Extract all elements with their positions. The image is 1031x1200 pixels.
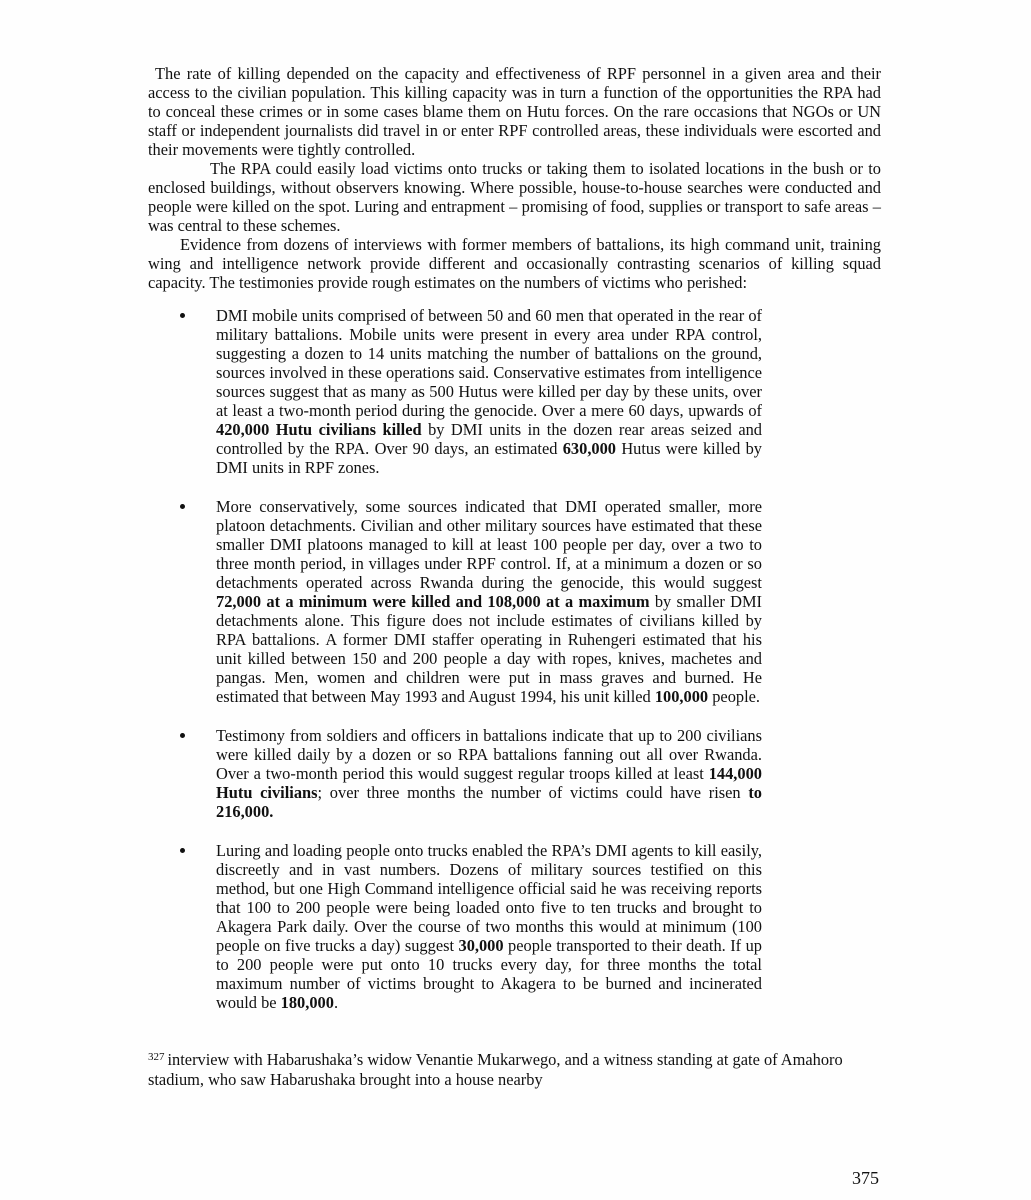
body-text <box>148 64 881 292</box>
list-item <box>176 497 762 706</box>
item-text: people. <box>708 687 761 706</box>
list-item <box>176 841 762 1012</box>
item-text: Testimony from soldiers and officers in battalions indicate that up to 200 civilians were killed daily by a dozen or so RPA battalions fanning out all over Rwanda. Over a two-month period this would suggest regular troops killed at least <box>216 726 762 783</box>
list-item <box>176 306 762 477</box>
bullet-icon <box>180 313 185 318</box>
item-text: by DMI units in the dozen rear areas seized and controlled by the RPA. Over 90 days, an estimated <box>216 420 762 458</box>
list-item <box>176 726 762 821</box>
item-text: by smaller DMI detachments alone. This figure does not include estimates of civilians killed by RPA battalions. A former DMI staffer operating in Ruhengeri estimated that his unit killed between 150 and 200 people a day with ropes, knives, machetes and pangas. Men, women and children were put in mass graves and burned. He estimated that between May 1993 and August 1994, his unit killed <box>216 592 762 706</box>
bullet-icon <box>180 848 185 853</box>
estimates-list <box>176 306 762 1012</box>
paragraph-2: The RPA could easily load victims onto trucks or taking them to isolated locations in the bush or to enclosed buildings, without observers knowing. Where possible, house-to-house searches were conducted and people were killed on the spot. Luring and entrapment – promising of food, supplies or transport to safe areas – was central to these schemes. <box>148 159 881 235</box>
footnote-number: 327 <box>148 1051 165 1063</box>
page-number: 375 <box>852 1168 879 1188</box>
item-text: Luring and loading people onto trucks enabled the RPA’s DMI agents to kill easily, discreetly and in vast numbers. Dozens of military sources testified on this method, but one High Command intelligence official said he was receiving reports that 100 to 200 people were being loaded onto five to ten trucks and brought to Akagera Park daily. Over the course of two months this would at minimum (100 people on five trucks a day) suggest <box>216 841 762 955</box>
bullet-icon <box>180 733 185 738</box>
item-bold: 144,000 Hutu civilians <box>216 764 762 802</box>
footnote-text: interview with Habarushaka’s widow Venantie Mukarwego, and a witness standing at gate of Amahoro stadium, who saw Habarushaka brought into a house nearby <box>148 1050 843 1089</box>
paragraph-1: The rate of killing depended on the capacity and effectiveness of RPF personnel in a given area and their access to the civilian population. This killing capacity was in turn a function of the opportunities the RPA had to conceal these crimes or in some cases blame them on Hutu forces. On the rare occasions that NGOs or UN staff or independent journalists did travel in or enter RPF controlled areas, these individuals were escorted and their movements were tightly controlled. <box>148 64 881 159</box>
item-text: people transported to their death. If up to 200 people were put onto 10 trucks every day, for three months the total maximum number of victims brought to Akagera to be burned and incinerated would be <box>216 936 762 1012</box>
item-text: ; over three months the number of victims could have risen <box>317 783 749 802</box>
item-bold: 180,000 <box>280 993 334 1012</box>
item-bold: 420,000 Hutu civilians killed <box>216 420 422 439</box>
footnote <box>148 1050 881 1090</box>
item-text: Hutus were killed by DMI units in RPF zones. <box>216 439 762 477</box>
item-bold: to 216,000. <box>216 783 762 821</box>
bullet-icon <box>180 504 185 509</box>
paragraph-3: Evidence from dozens of interviews with former members of battalions, its high command unit, training wing and intelligence network provide different and occasionally contrasting scenarios of killing squad capacity. The testimonies provide rough estimates on the numbers of victims who perished: <box>148 235 881 292</box>
item-text: DMI mobile units comprised of between 50 and 60 men that operated in the rear of military battalions. Mobile units were present in every area under RPA control, suggesting a dozen to 14 units matching the number of battalions on the ground, sources involved in these operations said. Conservative estimates from intelligence sources suggest that as many as 500 Hutus were killed per day by these units, over at least a two-month period during the genocide. Over a mere 60 days, upwards of <box>216 306 762 420</box>
item-text: . <box>333 993 339 1012</box>
item-bold: 630,000 <box>562 439 617 458</box>
item-bold: 72,000 at a minimum were killed and 108,000 at a maximum <box>216 592 650 611</box>
item-text: More conservatively, some sources indicated that DMI operated smaller, more platoon detachments. Civilian and other military sources have estimated that these smaller DMI platoons managed to kill at least 100 people per day, over a two to three month period, in villages under RPF control. If, at a minimum a dozen or so detachments operated across Rwanda during the genocide, this would suggest <box>216 497 762 592</box>
item-bold: 30,000 <box>458 936 504 955</box>
item-bold: 100,000 <box>654 687 709 706</box>
